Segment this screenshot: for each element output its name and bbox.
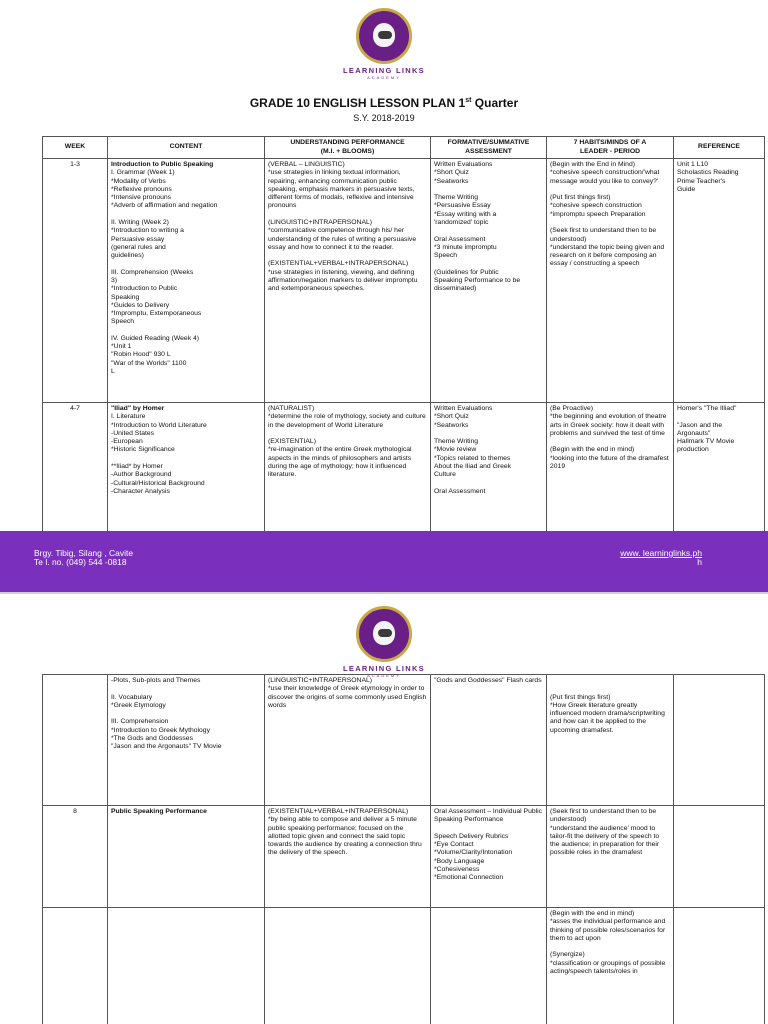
footer-bar <box>0 531 768 592</box>
header-understanding: UNDERSTANDING PERFORMANCE (M.I. + BLOOMS) <box>265 137 431 159</box>
assessment-cell: Written Evaluations *Short Quiz *Seatworks Theme Writing *Persuasive Essay *Essay writing with a 'randomized' topic Oral Assessment *3 minute impromptu Speech (Guidelines for Public Speaking Performance to be disseminated) <box>431 159 547 403</box>
academy-logo <box>343 8 425 80</box>
understanding-cell <box>265 908 431 1024</box>
academy-logo <box>343 606 425 678</box>
page-2 <box>0 594 768 1024</box>
reference-cell: Unit 1 L10 Scholastics Reading Prime Teacher's Guide <box>674 159 765 403</box>
week-cell <box>43 675 108 806</box>
logo-emblem-icon <box>356 606 412 662</box>
header-habits: 7 HABITS/MINDS OF A LEADER - PERIOD <box>547 137 674 159</box>
footer-website[interactable]: www. learninglinks.ph h <box>620 548 702 568</box>
content-cell <box>108 806 265 908</box>
week-cell: 4-7 <box>43 403 108 532</box>
table-header-row <box>43 137 765 159</box>
content-cell: -Plots, Sub-plots and Themes II. Vocabulary *Greek Etymology III. Comprehension *Introduction to Greek Mythology *The Gods and Goddesses "Jason and the Argonauts" TV Movie <box>108 675 265 806</box>
page-title: GRADE 10 ENGLISH LESSON PLAN 1st Quarter <box>249 96 519 110</box>
content-title: Introduction to Public Speaking <box>111 161 214 168</box>
content-text: I. Grammar (Week 1) *Modality of Verbs *Reflexive pronouns *Intensive pronouns *Adverb of affirmation and negation II. Writing (Week 2) *Introduction to writing a Persuasive essay (general rules and guidelines) III. Comprehension (Weeks 3) *Introduction to Public Speaking *Guides to Delivery *Impromptu, Extemporaneous Speech IV. Guided Reading (Week 4) *Unit 1 "Robin Hood" 930 L "War of the Worlds" 1100 L <box>111 169 218 376</box>
lesson-plan-table-continued <box>42 674 765 1024</box>
content-title: "Iliad" by Homer <box>111 405 165 412</box>
week-cell: 1-3 <box>43 159 108 403</box>
content-cell <box>108 908 265 1024</box>
lesson-plan-table <box>42 136 765 532</box>
assessment-cell: "Gods and Goddesses" Flash cards <box>431 675 547 806</box>
header-reference: REFERENCE <box>674 137 765 159</box>
week-cell: 8 <box>43 806 108 908</box>
assessment-cell: Oral Assessment – Individual Public Speaking Performance Speech Delivery Rubrics *Eye Contact *Volume/Clarity/Intonation *Body Language *Cohesiveness *Emotional Connection <box>431 806 547 908</box>
understanding-cell: (EXISTENTIAL+VERBAL+INTRAPERSONAL) *by being able to compose and deliver a 5 minute public speaking performance; focused on the allotted topic given and connect the said topic towards the audience by creating a connection thru the delivery of the speech. <box>265 806 431 908</box>
table-row <box>43 675 765 806</box>
table-row <box>43 806 765 908</box>
habits-cell: (Seek first to understand then to be understood) *understand the audience' mood to tailor-fit the delivery of the speech to the audience; in preparation for their possible roles in the dramafest <box>547 806 674 908</box>
logo-emblem-icon <box>356 8 412 64</box>
assessment-cell <box>431 908 547 1024</box>
school-year: S.Y. 2018-2019 <box>353 113 415 123</box>
logo-name: LEARNING LINKS <box>343 664 425 673</box>
footer-address: Brgy. Tibig, Silang , Cavite Te l. no. (049) 544 -0818 <box>34 548 134 568</box>
content-text: I. Literature *Introduction to World Literature -United States -European *Historic Significance **Iliad* by Homer -Author Background -Cultural/Historical Background -Character Analysis <box>111 413 207 495</box>
content-title: Public Speaking Performance <box>111 808 207 815</box>
logo-sub: ACADEMY <box>367 673 401 678</box>
habits-cell: (Put first things first) *How Greek literature greatly influenced modern drama/scriptwriting and how can it be applied to the upcoming dramafest. <box>547 675 674 806</box>
logo-name: LEARNING LINKS <box>343 66 425 75</box>
header-assessment: FORMATIVE/SUMMATIVE ASSESSMENT <box>431 137 547 159</box>
understanding-cell: (LINGUISTIC+INTRAPERSONAL) *use their knowledge of Greek etymology in order to discover the origins of some commonly used English words <box>265 675 431 806</box>
content-cell <box>108 159 265 403</box>
website-link[interactable]: www. learninglinks.ph <box>620 548 702 558</box>
reference-cell <box>674 908 765 1024</box>
week-cell <box>43 908 108 1024</box>
table-row <box>43 403 765 532</box>
header-week: WEEK <box>43 137 108 159</box>
habits-cell: (Be Proactive) *the beginning and evolution of theatre arts in Greek society: how it dealt with problems and survived the test of time (Begin with the end in mind) *looking into the future of the dramafest 2019 <box>547 403 674 532</box>
logo-sub: ACADEMY <box>367 75 401 80</box>
habits-cell: (Begin with the end in mind) *asses the individual performance and thinking of possible roles/scenarios for them to act upon (Synergize) *classification or groupings of possible acting/speech talents/roles in <box>547 908 674 1024</box>
assessment-cell: Written Evaluations *Short Quiz *Seatworks Theme Writing *Movie review *Topics related to themes About the Iliad and Greek Culture Oral Assessment <box>431 403 547 532</box>
content-cell <box>108 403 265 532</box>
reference-cell <box>674 675 765 806</box>
table-row <box>43 159 765 403</box>
reference-cell <box>674 806 765 908</box>
habits-cell: (Begin with the End in Mind) *cohesive speech construction/'what message would you like to convey?' (Put first things first) *cohesive speech construction *impromptu speech Preparation (Seek first to understand then to be understood) *understand the topic being given and research on it before composing an essay / constructing a speech <box>547 159 674 403</box>
understanding-cell: (VERBAL – LINGUISTIC) *use strategies in linking textual information, repairing, enhancing communication public speaking, emphasis markers in persuasive texts, different forms of modals, reflexive and intensive pronouns (LINGUISTIC+INTRAPERSONAL) *communicative competence through his/ her understanding of the rules of writing a persuasive essay and how to connect it to the reader. (EXISTENTIAL+VERBAL+INTRAPERSONAL) *use strategies in listening, viewing, and defining affirmation/negation markers to deliver impromptu and extemporaneous speeches. <box>265 159 431 403</box>
understanding-cell: (NATURALIST) *determine the role of mythology, society and culture in the development of World Literature (EXISTENTIAL) *re-imagination of the entire Greek mythological aspects in the minds of philosophers and artists during the age of mythology; how it influenced literature. <box>265 403 431 532</box>
table-row <box>43 908 765 1024</box>
header-content: CONTENT <box>108 137 265 159</box>
reference-cell: Homer's "The Illiad" "Jason and the Argonauts" Hallmark TV Movie production <box>674 403 765 532</box>
